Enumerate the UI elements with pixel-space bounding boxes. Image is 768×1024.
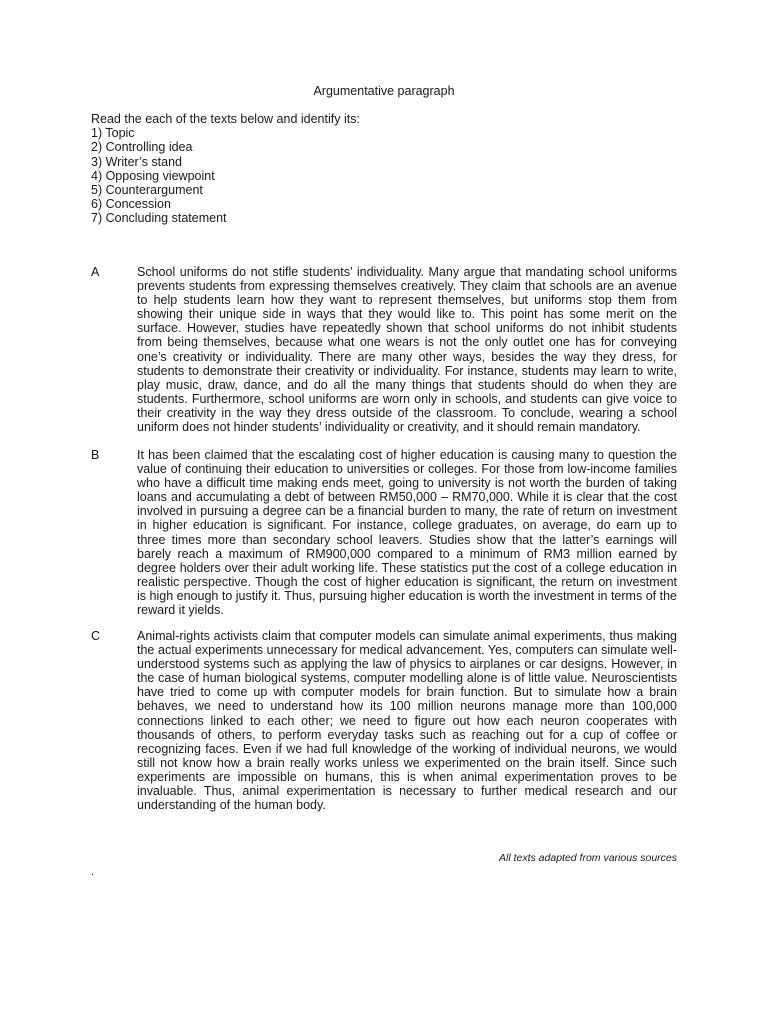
passage-a: [91, 265, 677, 434]
passage-text: Animal-rights activists claim that computer models can simulate animal experiments, thus making the actual experiments unnecessary for medical advancement. Yes, computers can simulate well-understood systems such as applying the law of physics to airplanes or car designs. However, in the case of human biological systems, computer modelling alone is of little value. Neuroscientists have tried to come up with computer models for brain function. But to simulate how a brain behaves, we need to understand how its 100 million neurons manage more than 100,000 connections linked to each other; we need to figure out how each neuron cooperates with thousands of others, to perform everyday tasks such as reaching out for a cup of coffee or recognizing faces. Even if we had full knowledge of the working of individual neurons, we would still not know how a brain really works unless we experimented on the brain itself. Since such experiments are impossible on humans, this is when animal experimentation proves to be invaluable. Thus, animal experimentation is necessary to further medical research and our understanding of the human body.: [137, 629, 677, 813]
instruction-item-controlling-idea: 2) Controlling idea: [91, 140, 193, 155]
instruction-item-counterargument: 5) Counterargument: [91, 183, 203, 198]
instructions-block: [91, 112, 691, 226]
passage-text: It has been claimed that the escalating cost of higher education is causing many to question the value of continuing their education to universities or colleges. For those from low-income families who have a difficult time making ends meet, going to university is not worth the burden of taking loans and accumulating a debt of between RM50,000 – RM70,000. While it is clear that the cost involved in pursuing a degree can be a financial burden to many, the rate of return on investment in higher education is significant. For instance, college graduates, on average, do earn up to three times more than secondary school leavers. Studies show that the latter’s earnings will barely reach a maximum of RM900,000 compared to a minimum of RM3 million earned by degree holders over their adult working life. These statistics put the cost of a college education in realistic perspective. Though the cost of higher education is significant, the return on investment is high enough to justify it. Thus, pursuing higher education is worth the investment in terms of the reward it yields.: [137, 448, 677, 618]
source-note: All texts adapted from various sources: [499, 852, 677, 864]
stray-mark: .: [91, 866, 95, 878]
instructions-list: [91, 126, 691, 225]
instruction-item-concession: 6) Concession: [91, 197, 171, 212]
passage-c: [91, 629, 677, 812]
page-title: Argumentative paragraph: [313, 84, 455, 98]
instruction-item-writers-stand: 3) Writer’s stand: [91, 154, 183, 169]
instruction-item-topic: 1) Topic: [91, 126, 135, 141]
passage-text: School uniforms do not stifle students’ individuality. Many argue that mandating school uniforms prevents students from expressing themselves creatively. They claim that schools are an avenue to help students learn how they want to represent themselves, but uniforms stop them from showing their unique side in ways that they would like to. This point has some merit on the surface. However, studies have repeatedly shown that school uniforms do not inhibit students from being themselves, because what one wears is not the only outlet one has for conveying one’s creativity or individuality. There are many other ways, besides the way they dress, for students to demonstrate their creativity or individuality. For instance, students may learn to write, play music, draw, dance, and do all the many things that students should do when they are students. Furthermore, school uniforms are worn only in schools, and students can give voice to their creativity in the way they dress outside of the classroom. To conclude, wearing a school uniform does not hinder students’ individuality or creativity, and it should remain mandatory.: [137, 265, 677, 435]
instructions-intro: Read the each of the texts below and identify its:: [91, 112, 360, 126]
passage-b: [91, 448, 677, 617]
passage-letter: B: [91, 448, 100, 462]
instruction-item-opposing-viewpoint: 4) Opposing viewpoint: [91, 168, 215, 183]
passage-letter: C: [91, 629, 101, 643]
instruction-item-concluding-statement: 7) Concluding statement: [91, 211, 227, 226]
passage-letter: A: [91, 265, 100, 279]
